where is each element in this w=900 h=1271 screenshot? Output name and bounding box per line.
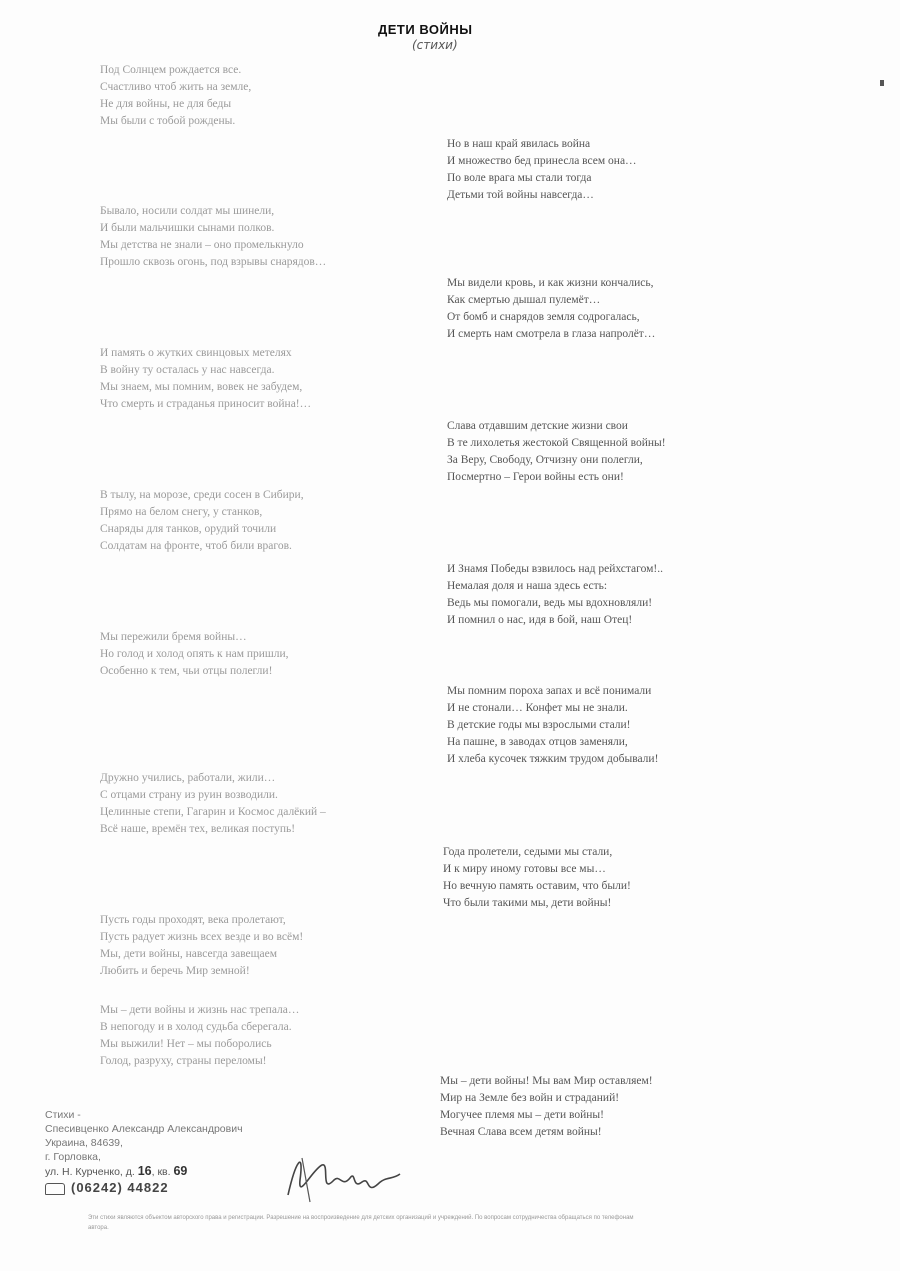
poem-line: И к миру иному готовы все мы… — [443, 863, 606, 875]
poem-line: Любить и беречь Мир земной! — [100, 965, 250, 977]
left-stanza-8 — [100, 1002, 299, 1070]
poem-line: Мир на Земле без войн и страданий! — [440, 1092, 620, 1104]
poem-line: Голод, разруху, страны переломы! — [100, 1055, 267, 1067]
left-stanza-2 — [100, 203, 326, 271]
poem-line: Как смертью дышал пулемёт… — [447, 294, 601, 306]
poem-line: В детские годы мы взрослыми стали! — [447, 719, 631, 731]
poem-line: И не стонали… Конфет мы не знали. — [447, 702, 628, 714]
document-title: ДЕТИ ВОЙНЫ — [378, 22, 473, 37]
poem-line: Что смерть и страданья приносит война!… — [100, 398, 312, 410]
author-name: Спесивценко Александр Александрович — [45, 1123, 243, 1135]
poem-line: Пусть радует жизнь всех везде и во всём! — [100, 931, 304, 943]
right-stanza-6 — [443, 844, 631, 912]
poem-line: Посмертно – Герои войны есть они! — [447, 471, 624, 483]
poem-line: Мы, дети войны, навсегда завещаем — [100, 948, 277, 960]
poem-line: Но голод и холод опять к нам пришли, — [100, 648, 289, 660]
poem-line: Снаряды для танков, орудий точили — [100, 523, 277, 535]
document-subtitle: (стихи) — [412, 38, 458, 52]
poem-line: От бомб и снарядов земля содрогалась, — [447, 311, 640, 323]
author-label: Стихи - — [45, 1109, 81, 1121]
author-block — [45, 1108, 243, 1195]
right-stanza-7 — [440, 1073, 653, 1141]
poem-line: В войну ту осталась у нас навсегда. — [100, 364, 275, 376]
apt-number: 69 — [173, 1164, 188, 1178]
poem-line: Мы детства не знали – оно промелькнуло — [100, 239, 304, 251]
house-number: 16 — [137, 1164, 152, 1178]
signature — [282, 1140, 407, 1210]
poem-line: Солдатам на фронте, чтоб били врагов. — [100, 540, 292, 552]
poem-line: И были мальчишки сынами полков. — [100, 222, 275, 234]
poem-line: Слава отдавшим детские жизни свои — [447, 420, 628, 432]
phone-icon — [45, 1183, 65, 1195]
fine-print: Эти стихи являются объектом авторского права и регистрации. Разрешение на воспроизведение для детских организаций и учреждений. По вопросам сотрудничества обращаться по телефонам автора. — [88, 1215, 634, 1231]
left-stanza-6 — [100, 770, 326, 838]
poem-line: Под Солнцем рождается все. — [100, 64, 242, 76]
poem-line: Пусть годы проходят, века пролетают, — [100, 914, 286, 926]
poem-line: В те лихолетья жестокой Священной войны! — [447, 437, 666, 449]
poem-line: Мы помним пороха запах и всё понимали — [447, 685, 652, 697]
poem-line: Целинные степи, Гагарин и Космос далёкий – — [100, 806, 326, 818]
phone-number: (06242) 44822 — [71, 1180, 169, 1195]
right-stanza-2 — [447, 275, 655, 343]
poem-line: Дружно учились, работали, жили… — [100, 772, 276, 784]
poem-line: Но в наш край явилась война — [447, 138, 591, 150]
left-stanza-1 — [100, 62, 251, 130]
poem-line: Что были такими мы, дети войны! — [443, 897, 612, 909]
author-city: г. Горловка, — [45, 1151, 101, 1163]
left-stanza-5 — [100, 629, 289, 680]
poem-line: Мы были с тобой рождены. — [100, 115, 236, 127]
poem-line: За Веру, Свободу, Отчизну они полегли, — [447, 454, 643, 466]
poem-line: Всё наше, времён тех, великая поступь! — [100, 823, 296, 835]
poem-line: Могучее племя мы – дети войны! — [440, 1109, 604, 1121]
poem-line: И множество бед принесла всем она… — [447, 155, 637, 167]
poem-line: В тылу, на морозе, среди сосен в Сибири, — [100, 489, 304, 501]
poem-line: Детьми той войны навсегда… — [447, 189, 594, 201]
poem-line: Ведь мы помогали, ведь мы вдохновляли! — [447, 597, 653, 609]
poem-line: Прямо на белом снегу, у станков, — [100, 506, 263, 518]
poem-line: Не для войны, не для беды — [100, 98, 232, 110]
left-stanza-4 — [100, 487, 304, 555]
poem-line: Мы – дети войны и жизнь нас трепала… — [100, 1004, 300, 1016]
author-phone — [45, 1181, 243, 1195]
poem-line: С отцами страну из руин возводили. — [100, 789, 278, 801]
right-stanza-1 — [447, 136, 637, 204]
author-country: Украина, 84639, — [45, 1137, 123, 1149]
poem-line: Прошло сквозь огонь, под взрывы снарядов… — [100, 256, 327, 268]
right-stanza-5 — [447, 683, 658, 768]
poem-line: Мы выжили! Нет – мы поборолись — [100, 1038, 272, 1050]
poem-line: И Знамя Победы взвилось над рейхстагом!.. — [447, 563, 663, 575]
poem-line: Мы видели кровь, и как жизни кончались, — [447, 277, 654, 289]
right-stanza-3 — [447, 418, 666, 486]
poem-line: Но вечную память оставим, что были! — [443, 880, 631, 892]
poem-line: И смерть нам смотрела в глаза напролёт… — [447, 328, 656, 340]
scan-mark — [880, 80, 884, 86]
poem-line: И память о жутких свинцовых метелях — [100, 347, 292, 359]
poem-line: Бывало, носили солдат мы шинели, — [100, 205, 275, 217]
poem-line: Мы пережили бремя войны… — [100, 631, 247, 643]
poem-line: Особенно к тем, чьи отцы полегли! — [100, 665, 273, 677]
right-stanza-4 — [447, 561, 663, 629]
author-address — [45, 1164, 243, 1179]
street: ул. Н. Курченко, д. — [45, 1166, 135, 1178]
apt-prefix: , кв. — [151, 1166, 171, 1178]
poem-line: Счастливо чтоб жить на земле, — [100, 81, 252, 93]
poem-line: На пашне, в заводах отцов заменяли, — [447, 736, 628, 748]
poem-line: Года пролетели, седыми мы стали, — [443, 846, 613, 858]
left-stanza-7 — [100, 912, 303, 980]
left-stanza-3 — [100, 345, 311, 413]
poem-line: В непогоду и в холод судьба сберегала. — [100, 1021, 292, 1033]
poem-line: По воле врага мы стали тогда — [447, 172, 592, 184]
poem-line: И помнил о нас, идя в бой, наш Отец! — [447, 614, 633, 626]
poem-line: И хлеба кусочек тяжким трудом добывали! — [447, 753, 659, 765]
poem-line: Мы – дети войны! Мы вам Мир оставляем! — [440, 1075, 653, 1087]
poem-line: Мы знаем, мы помним, вовек не забудем, — [100, 381, 303, 393]
poem-line: Немалая доля и наша здесь есть: — [447, 580, 608, 592]
poem-line: Вечная Слава всем детям войны! — [440, 1126, 602, 1138]
